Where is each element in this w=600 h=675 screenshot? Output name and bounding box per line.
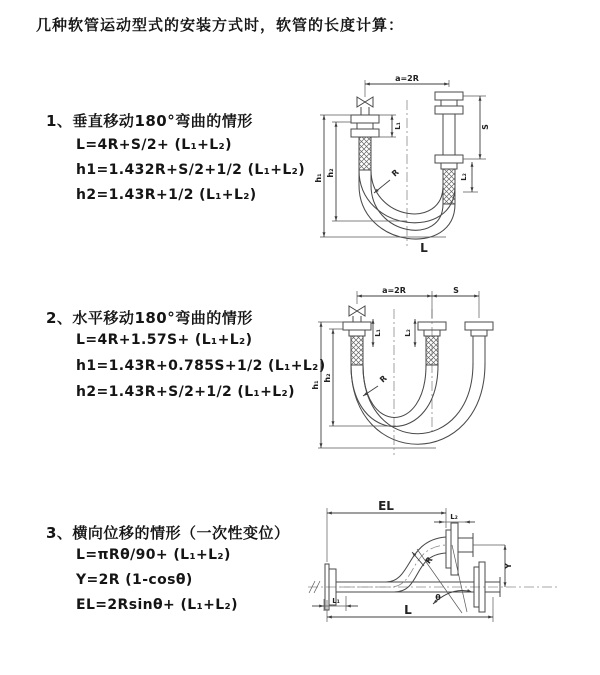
section-1-formula-L: L=4R+S/2+ (L₁+L₂): [76, 137, 232, 153]
left-pipe-fitting: [351, 115, 379, 185]
angle-construction: [417, 545, 472, 613]
dim-y: [504, 545, 513, 587]
dim-l: [327, 597, 493, 622]
page-title: 几种软管运动型式的安装方式时，软管的长度计算：: [36, 16, 405, 34]
dim-label-y: Y: [504, 563, 513, 569]
dim-s: [432, 286, 479, 296]
dim-label-h2: h₂: [323, 373, 332, 383]
dim-el: [327, 499, 446, 562]
dim-label-h2: h₂: [326, 168, 335, 178]
dim-label-l2: L₂: [450, 513, 458, 521]
right-pipe-fitting: [465, 322, 493, 363]
section-2-formula-h1: h1=1.43R+0.785S+1/2 (L₁+L₂): [76, 358, 326, 374]
section-2-heading: 2、水平移动180°弯曲的情形: [46, 309, 253, 327]
dim-label-l1: L₁: [374, 329, 382, 337]
diagram-vertical-180-bend: [314, 74, 499, 259]
dim-l1: [377, 115, 402, 137]
hose-u-bend: [351, 363, 485, 444]
radius-label: R: [423, 555, 435, 566]
length-label: L: [420, 241, 428, 255]
right-pipe-fitting: [435, 92, 463, 204]
section-1-formula-h2: h2=1.43R+1/2 (L₁+L₂): [76, 187, 257, 203]
section-1-heading: 1、垂直移动180°弯曲的情形: [46, 112, 253, 130]
left-pipe-fitting: [343, 322, 371, 365]
dim-label-s: S: [481, 124, 490, 130]
dim-label-el: EL: [378, 499, 394, 513]
dim-a2r: [365, 74, 449, 94]
dim-label-s: S: [453, 286, 459, 295]
dim-label-l2: L₂: [460, 173, 468, 181]
dim-a2r: [357, 286, 479, 318]
section-3-formula-EL: EL=2Rsinθ+ (L₁+L₂): [76, 597, 238, 613]
dim-h1: [311, 322, 436, 448]
section-3-heading: 3、横向位移的情形（一次性变位）: [46, 524, 290, 542]
radius-label: R: [390, 167, 401, 179]
section-1-formula-h1: h1=1.432R+S/2+1/2 (L₁+L₂): [76, 162, 306, 178]
angle-label: θ: [435, 593, 441, 602]
radius-callout: [374, 168, 401, 193]
diagram-lateral-displacement: [300, 500, 595, 648]
radius-label: R: [378, 373, 389, 385]
dim-l2: [404, 319, 415, 347]
dim-label-a2r: a=2R: [395, 74, 419, 83]
dim-label-h1: h₁: [311, 380, 320, 390]
section-2-formula-L: L=4R+1.57S+ (L₁+L₂): [76, 332, 253, 348]
dim-label-h1: h₁: [314, 173, 323, 183]
section-3-formula-Y: Y=2R (1-cosθ): [76, 572, 193, 588]
dim-label-l1: L₁: [394, 122, 402, 130]
dim-l2: [460, 162, 472, 192]
dim-l1: [373, 319, 382, 347]
dim-label-l: L: [404, 603, 412, 617]
valve-icon: [357, 94, 373, 115]
dim-label-l1: L₁: [332, 597, 340, 605]
valve-icon: [349, 306, 365, 322]
diagram-horizontal-180-bend: [311, 285, 590, 463]
dim-l1: [312, 596, 358, 611]
dim-label-l2: L₂: [404, 329, 412, 337]
dim-label-a2r: a=2R: [382, 286, 406, 295]
dim-l2: [434, 513, 475, 522]
section-3-formula-L: L=πRθ/90+ (L₁+L₂): [76, 547, 231, 563]
section-2-formula-h2: h2=1.43R+S/2+1/2 (L₁+L₂): [76, 384, 295, 400]
